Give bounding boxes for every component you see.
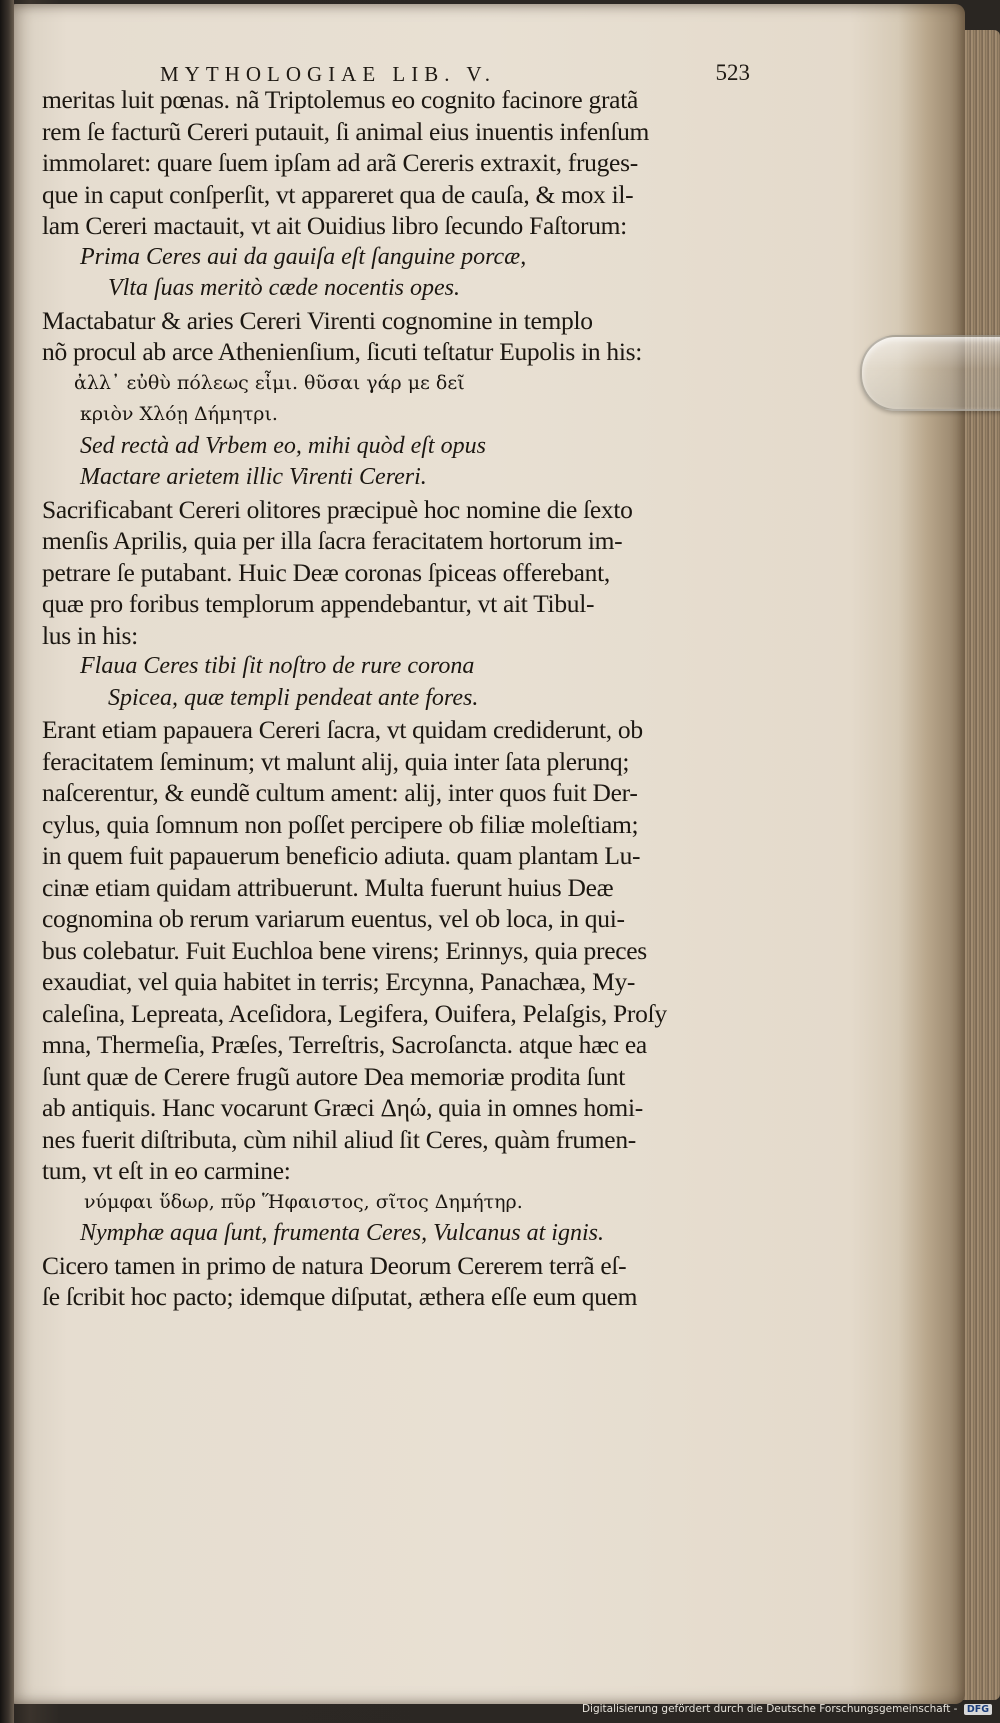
- text-line: Mactabatur & aries Cereri Virenti cognomine in templo: [42, 305, 593, 335]
- footer-text: Digitalisierung gefördert durch die Deutsche Forschungsgemeinschaft -: [581, 1703, 958, 1715]
- greek-line: νύμφαι ὕδωρ, πῦρ Ἥφαιστος, σῖτος Δημήτηρ.: [84, 1190, 523, 1213]
- text-line: menſis Aprilis, quia per illa ſacra feracitatem hortorum im-: [42, 526, 623, 555]
- text-line: meritas luit pœnas. nã Triptolemus eo cognito facinore gratã: [42, 85, 638, 114]
- text-line: lam Cereri mactauit, vt ait Ouidius libro ſecundo Faſtorum:: [42, 211, 627, 240]
- text-line: rem ſe facturũ Cereri putauit, ſi animal eius inuentis infenſum: [42, 116, 650, 146]
- text-line: feracitatem ſeminum; vt malunt alij, quia inter ſata plerunq;: [42, 746, 630, 776]
- digitization-footer: [582, 1703, 992, 1715]
- text-line: immolaret: quare ſuem ipſam ad arã Cereris extraxit, fruges-: [42, 148, 638, 177]
- text-line: tum, vt eſt in eo carmine:: [42, 1156, 291, 1185]
- text-line: cinæ etiam quidam attribuerunt. Multa fuerunt huius Deæ: [42, 872, 614, 902]
- text-line: que in caput conſperſit, vt appareret qua de cauſa, & mox il-: [42, 179, 634, 209]
- text-line: ſunt quæ de Cerere frugũ autore Dea memoriæ prodita ſunt: [42, 1061, 625, 1091]
- greek-line: κριὸν Χλόῃ Δήμητρι.: [80, 403, 278, 425]
- text-line: quæ pro foribus templorum appendebantur, vt ait Tibul-: [42, 589, 595, 618]
- verse-line: Spicea, quæ templi pendeat ante fores.: [108, 684, 479, 711]
- text-line: Erant etiam papauera Cereri ſacra, vt quidam crediderunt, ob: [42, 715, 643, 744]
- text-line: ab antiquis. Hanc vocarunt Græci Δηώ, quia in omnes homi-: [42, 1093, 643, 1122]
- text-line: lus in his:: [42, 620, 138, 650]
- text-line: cylus, quia ſomnum non poſſet percipere ob filiæ moleſtiam;: [42, 809, 639, 839]
- text-line: mna, Thermeſia, Præſes, Terreſtris, Sacroſancta. atque hæc ea: [42, 1030, 647, 1059]
- text-line: naſcerentur, & eundẽ cultum ament: alij, inter quos fuit Der-: [42, 778, 638, 807]
- text-line: caleſina, Lepreata, Aceſidora, Legifera, Ouifera, Pelaſgis, Proſy: [42, 998, 667, 1028]
- verse-line: Flaua Ceres tibi ſit noſtro de rure corona: [80, 653, 475, 679]
- text-line: nes fuerit diſtributa, cùm nihil aliud ſit Ceres, quàm frumen-: [42, 1124, 636, 1154]
- page-clip: [860, 335, 1000, 411]
- verse-line: Sed rectà ad Vrbem eo, mihi quòd eſt opus: [80, 432, 486, 459]
- greek-line: ἀλλ᾽ εὐθὺ πόλεως εἶμι. θῦσαι γάρ με δεῖ: [74, 371, 465, 394]
- verse-line: Vlta ſuas meritò cæde nocentis opes.: [108, 275, 460, 301]
- body-text: [42, 84, 732, 1313]
- text-line: Sacrificabant Cereri olitores præcipuè hoc nomine die ſexto: [42, 494, 633, 524]
- verse-line: Nymphæ aqua ſunt, frumenta Ceres, Vulcanus at ignis.: [80, 1220, 604, 1246]
- dfg-logo: DFG: [964, 1704, 992, 1715]
- text-line: nõ procul ab arce Athenienſium, ſicuti teſtatur Eupolis in his:: [42, 337, 643, 366]
- page-number: 523: [715, 60, 750, 85]
- verse-line: Mactare arietem illic Virenti Cereri.: [80, 464, 427, 490]
- text-line: cognomina ob rerum variarum euentus, vel ob loca, in qui-: [42, 904, 625, 933]
- text-line: in quem fuit papauerum beneficio adiuta. quam plantam Lu-: [42, 841, 641, 870]
- text-line: exaudiat, vel quia habitet in terris; Ercynna, Panachæa, My-: [42, 967, 636, 996]
- text-line: bus colebatur. Fuit Euchloa bene virens; Erinnys, quia preces: [42, 935, 647, 965]
- text-line: ſe ſcribit hoc pacto; idemque diſputat, æthera eſſe eum quem: [42, 1282, 638, 1311]
- running-head-title: MYTHOLOGIAE LIB. V.: [160, 62, 497, 86]
- text-line: petrare ſe putabant. Huic Deæ coronas ſpiceas offerebant,: [42, 557, 610, 587]
- text-line: Cicero tamen in primo de natura Deorum Cererem terrã eſ-: [42, 1250, 627, 1280]
- book-spine-shadow: [0, 0, 14, 1723]
- verse-line: Prima Ceres aui da gauiſa eſt ſanguine porcæ,: [80, 243, 527, 270]
